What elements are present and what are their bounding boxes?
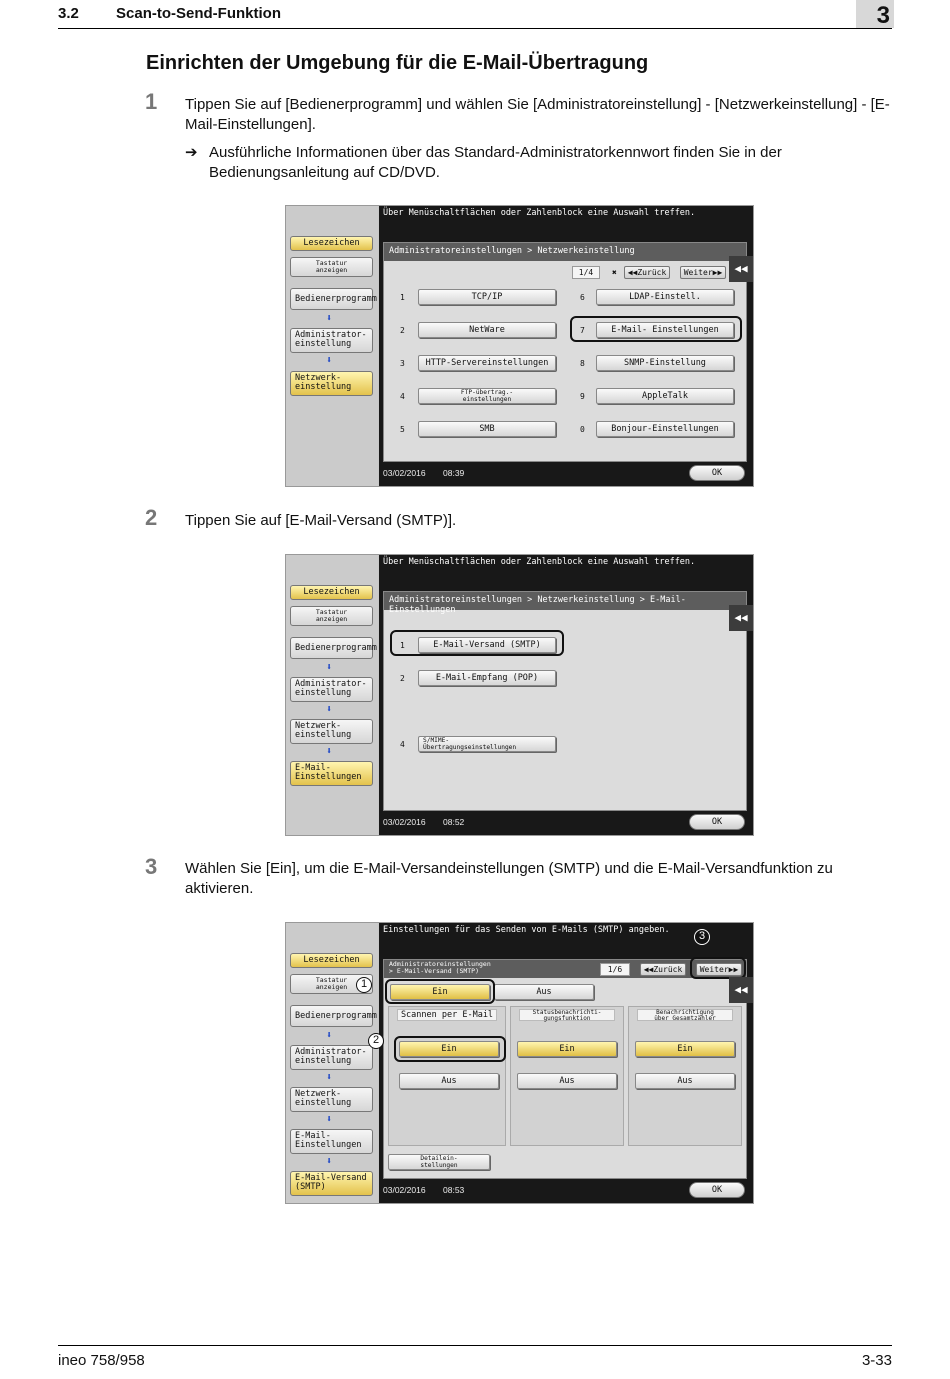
close-icon[interactable]: ✖ [612,268,617,277]
screenshot-smtp-settings [285,922,754,1204]
down-arrow-icon: ⬇ [326,1030,333,1041]
screenshot-network-settings [285,205,754,487]
next-button[interactable]: Weiter▶▶ [680,266,726,279]
step-1-note: Ausführliche Informationen über das Standard-Administratorkennwort finden Sie in der Bedienungsanleitung auf CD/DVD. [209,144,782,181]
bookmark-button[interactable]: Lesezeichen [290,236,373,251]
time: 08:52 [443,817,465,827]
down-arrow-icon: ⬇ [326,1156,333,1167]
callout-2: 2 [368,1033,384,1049]
item-number: 1 [400,293,405,302]
ok-button[interactable]: OK [689,814,745,830]
ftp-settings-button[interactable]: FTP-übertrag.- einstellungen [418,388,556,404]
side-admin-button[interactable]: Administrator- einstellung [290,677,373,702]
page-title: Einrichten der Umgebung für die E-Mail-Übertragung [146,52,649,74]
top-message: Einstellungen für das Senden von E-Mails (SMTP) angeben. [383,925,670,935]
keyboard-button[interactable]: Tastatur anzeigen [290,257,373,277]
email-receive-pop-button[interactable]: E-Mail-Empfang (POP) [418,670,556,686]
page-indicator: 1/6 [600,963,630,976]
item-number: 7 [580,326,585,335]
appletalk-button[interactable]: AppleTalk [596,388,734,404]
back-button[interactable]: ◀◀Zurück [640,963,686,976]
detail-settings-button[interactable]: Detailein- stellungen [388,1154,490,1170]
column-title: Benachrichtigung über Gesamtzähler [637,1009,733,1021]
smb-button[interactable]: SMB [418,421,556,437]
step-2-text: Tippen Sie auf [E-Mail-Versand (SMTP)]. [185,512,457,529]
down-arrow-icon: ⬇ [326,704,333,715]
scan-email-column [388,1006,506,1146]
note-arrow-icon: ➔ [185,144,198,161]
back-button[interactable]: ◀◀Zurück [624,266,670,279]
side-email-settings-button[interactable]: E-Mail- Einstellungen [290,761,373,786]
collapse-icon[interactable]: ◀◀ [729,977,753,1003]
column-title: Statusbenachrichti- gungsfunktion [519,1009,615,1021]
time: 08:53 [443,1185,465,1195]
item-number: 5 [400,425,405,434]
top-message: Über Menüschaltflächen oder Zahlenblock eine Auswahl treffen. [383,557,696,567]
item-number: 9 [580,392,585,401]
side-email-send-smtp-button[interactable]: E-Mail-Versand (SMTP) [290,1171,373,1196]
bonjour-button[interactable]: Bonjour-Einstellungen [596,421,734,437]
total-counter-off-button[interactable]: Aus [635,1073,735,1089]
total-counter-column [628,1006,742,1146]
footer-page-number: 3-33 [861,1352,892,1369]
master-off-button[interactable]: Aus [494,984,594,1000]
status-notification-on-button[interactable]: Ein [517,1041,617,1057]
section-number: 3.2 [58,5,79,22]
item-number: 8 [580,359,585,368]
step-3-text: Wählen Sie [Ein], um die E-Mail-Versandeinstellungen (SMTP) und die E-Mail-Versandfunktion zu aktivieren. [185,860,833,897]
breadcrumb: Administratoreinstellungen > E-Mail-Versand (SMTP) [384,960,746,978]
highlight-frame [570,316,742,342]
breadcrumb: Administratoreinstellungen > Netzwerkeinstellung > E-Mail-Einstellungen [384,592,746,610]
main-screen [379,923,753,1203]
side-panel [286,555,378,835]
side-network-button[interactable]: Netzwerk- einstellung [290,1087,373,1112]
column-title: Scannen per E-Mail [397,1009,497,1021]
side-network-button[interactable]: Netzwerk- einstellung [290,719,373,744]
ok-button[interactable]: OK [689,1182,745,1198]
item-number: 1 [400,641,405,650]
page-indicator: 1/4 [572,266,600,279]
bookmark-button[interactable]: Lesezeichen [290,953,373,968]
email-send-smtp-button[interactable]: E-Mail-Versand (SMTP) [418,637,556,653]
highlight-frame [385,979,495,1004]
top-message: Über Menüschaltflächen oder Zahlenblock eine Auswahl treffen. [383,208,696,218]
side-email-settings-button[interactable]: E-Mail- Einstellungen [290,1129,373,1154]
collapse-icon[interactable]: ◀◀ [729,605,753,631]
smime-settings-button[interactable]: S/MIME- Übertragungseinstellungen [418,736,556,752]
section-title: Scan-to-Send-Funktion [116,5,281,22]
header-rule [58,28,892,29]
settings-panel [383,959,747,1179]
callout-1: 1 [356,977,372,993]
side-network-button[interactable]: Netzwerk- einstellung [290,371,373,396]
side-admin-button[interactable]: Administrator- einstellung [290,328,373,353]
email-settings-button[interactable]: E-Mail- Einstellungen [596,322,734,338]
next-button[interactable]: Weiter▶▶ [696,963,742,976]
step-2-number: 2 [145,505,158,530]
step-3-number: 3 [145,854,158,879]
netware-button[interactable]: NetWare [418,322,556,338]
item-number: 4 [400,740,405,749]
down-arrow-icon: ⬇ [326,662,333,673]
keyboard-button[interactable]: Tastatur anzeigen [290,974,373,994]
item-number: 6 [580,293,585,302]
item-number: 3 [400,359,405,368]
step-1-text: Tippen Sie auf [Bedienerprogramm] und wählen Sie [Administratoreinstellung] - [Netzwerkeinstellung] - [E-Mail-Einstellungen]. [185,96,890,133]
footer-rule [58,1345,892,1346]
down-arrow-icon: ⬇ [326,1072,333,1083]
settings-panel [383,591,747,811]
side-panel [286,206,378,486]
scan-email-on-button[interactable]: Ein [399,1041,499,1057]
down-arrow-icon: ⬇ [326,355,333,366]
http-server-button[interactable]: HTTP-Servereinstellungen [418,355,556,371]
total-counter-on-button[interactable]: Ein [635,1041,735,1057]
date: 03/02/2016 [383,817,426,827]
date: 03/02/2016 [383,468,426,478]
tcpip-button[interactable]: TCP/IP [418,289,556,305]
footer-model: ineo 758/958 [58,1352,145,1369]
callout-3: 3 [694,929,710,945]
screenshot-email-settings [285,554,754,836]
down-arrow-icon: ⬇ [326,746,333,757]
status-notification-off-button[interactable]: Aus [517,1073,617,1089]
item-number: 4 [400,392,405,401]
main-screen [379,555,753,835]
side-panel [286,923,378,1203]
ok-button[interactable]: OK [689,465,745,481]
side-admin-button[interactable]: Administrator- einstellung [290,1045,373,1070]
side-utility-button[interactable]: Bedienerprogramm [290,637,373,659]
date: 03/02/2016 [383,1185,426,1195]
snmp-button[interactable]: SNMP-Einstellung [596,355,734,371]
item-number: 2 [400,674,405,683]
item-number: 2 [400,326,405,335]
scan-email-off-button[interactable]: Aus [399,1073,499,1089]
bookmark-button[interactable]: Lesezeichen [290,585,373,600]
ldap-button[interactable]: LDAP-Einstell. [596,289,734,305]
side-utility-button[interactable]: Bedienerprogramm [290,1005,373,1027]
main-screen [379,206,753,486]
chapter-tab: 3 [856,0,894,28]
time: 08:39 [443,468,465,478]
master-on-button[interactable]: Ein [390,984,490,1000]
highlight-frame [690,957,746,979]
step-1-number: 1 [145,89,158,114]
side-utility-button[interactable]: Bedienerprogramm [290,288,373,310]
status-notification-column [510,1006,624,1146]
down-arrow-icon: ⬇ [326,313,333,324]
down-arrow-icon: ⬇ [326,1114,333,1125]
highlight-frame [394,1036,506,1062]
collapse-icon[interactable]: ◀◀ [729,256,753,282]
item-number: 0 [580,425,585,434]
highlight-frame [390,630,564,656]
breadcrumb: Administratoreinstellungen > Netzwerkeinstellung [384,243,746,261]
settings-panel [383,242,747,462]
keyboard-button[interactable]: Tastatur anzeigen [290,606,373,626]
